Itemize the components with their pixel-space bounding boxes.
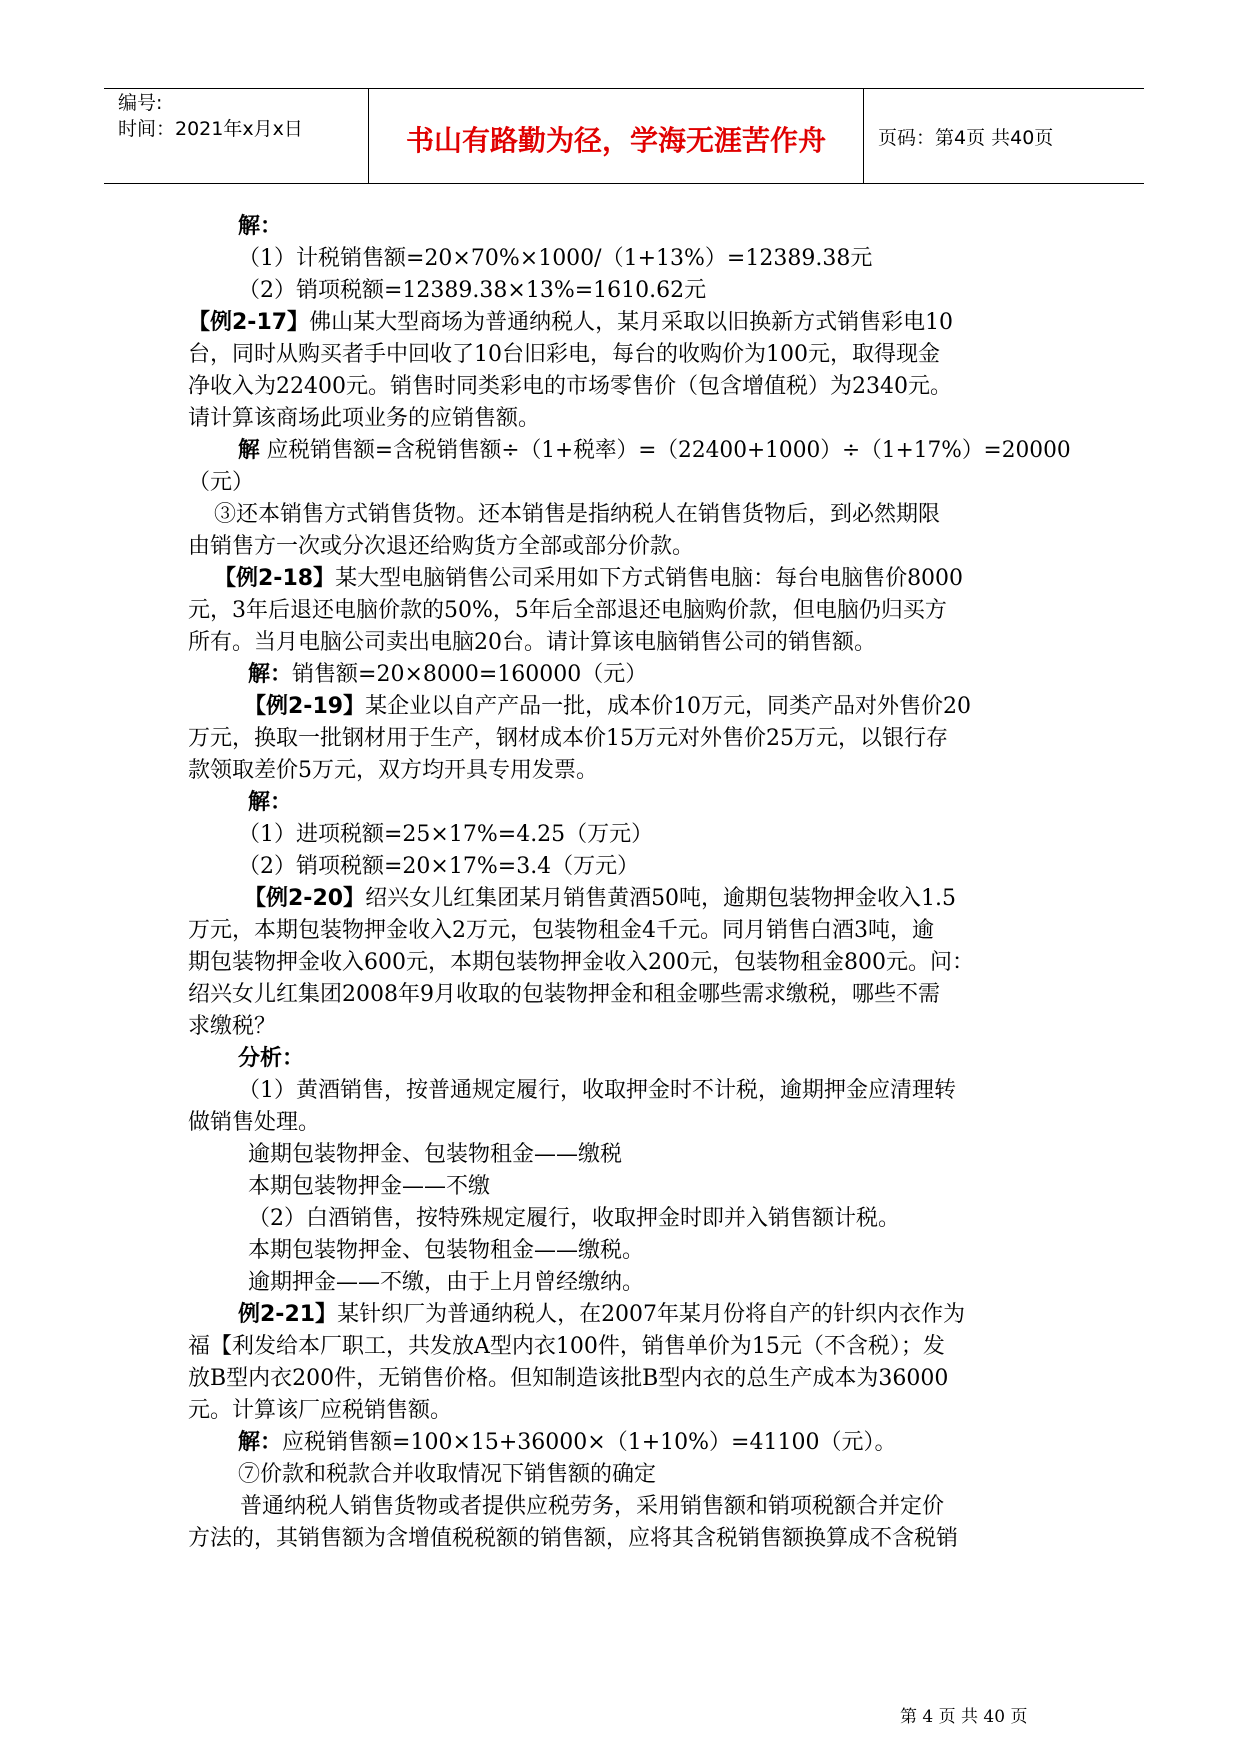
text-line: 台，同时从购买者手中回收了10台旧彩电，每台的收购价为100元，取得现金 xyxy=(188,342,940,367)
text-line: 逾期押金——不缴，由于上月曾经缴纳。 xyxy=(248,1270,645,1295)
text-line: 期包装物押金收入600元，本期包装物押金收入200元，包装物租金800元。问： xyxy=(188,950,974,975)
text-line: 请计算该商场此项业务的应销售额。 xyxy=(188,406,541,431)
text-line: 绍兴女儿红集团2008年9月收取的包装物押金和租金哪些需求缴税，哪些不需 xyxy=(188,982,940,1007)
document-time-label: 时间：2021年x月x日 xyxy=(118,118,303,140)
text-line: 放B型内衣200件，无销售价格。但知制造该批B型内衣的总生产成本为36000 xyxy=(188,1366,949,1391)
text-line: （1）黄酒销售，按普通规定履行，收取押金时不计税，逾期押金应清理转 xyxy=(238,1078,956,1103)
text-line: 解 应税销售额=含税销售额÷（1+税率）=（22400+1000）÷（1+17%）=20000 xyxy=(238,438,1071,463)
text-line: （元） xyxy=(188,470,255,495)
text-line: 所有。当月电脑公司卖出电脑20台。请计算该电脑销售公司的销售额。 xyxy=(188,630,876,655)
text-line: 本期包装物押金、包装物租金——缴税。 xyxy=(248,1238,645,1263)
text-line: ③还本销售方式销售货物。还本销售是指纳税人在销售货物后，到必然期限 xyxy=(214,502,941,527)
header-motto: 书山有路勤为径，学海无涯苦作舟 xyxy=(405,124,826,157)
text-line: 【例2-20】绍兴女儿红集团某月销售黄酒50吨，逾期包装物押金收入1.5 xyxy=(244,886,957,911)
page-footer: 第 4 页 共 40 页 xyxy=(900,1707,1028,1727)
text-line: 【例2-17】佛山某大型商场为普通纳税人，某月采取以旧换新方式销售彩电10 xyxy=(188,310,954,335)
text-line: 万元，换取一批钢材用于生产，钢材成本价15万元对外售价25万元，以银行存 xyxy=(188,726,948,751)
text-line: 解： xyxy=(238,214,283,239)
header-page-code: 页码：第4页 共40页 xyxy=(878,127,1054,149)
text-line: 例2-21】某针织厂为普通纳税人，在2007年某月份将自产的针织内衣作为 xyxy=(238,1302,966,1327)
text-line: （2）白酒销售，按特殊规定履行，收取押金时即并入销售额计税。 xyxy=(248,1206,900,1231)
text-line: 净收入为22400元。销售时同类彩电的市场零售价（包含增值税）为2340元。 xyxy=(188,374,952,399)
text-line: 本期包装物押金——不缴 xyxy=(248,1174,491,1199)
text-line: 福【利发给本厂职工，共发放A型内衣100件，销售单价为15元（不含税）；发 xyxy=(188,1334,945,1359)
text-line: 分析： xyxy=(238,1046,305,1071)
text-line: 方法的，其销售额为含增值税税额的销售额，应将其含税销售额换算成不含税销 xyxy=(188,1526,959,1551)
text-line: ⑦价款和税款合并收取情况下销售额的确定 xyxy=(238,1462,657,1487)
text-line: （2）销项税额=20×17%=3.4（万元） xyxy=(238,854,640,879)
text-line: 款领取差价5万元，双方均开具专用发票。 xyxy=(188,758,598,783)
text-line: （1）进项税额=25×17%=4.25（万元） xyxy=(238,822,654,847)
text-line: 由销售方一次或分次退还给购货方全部或部分价款。 xyxy=(188,534,695,559)
document-number-label: 编号: xyxy=(118,92,163,114)
text-line: 元。计算该厂应税销售额。 xyxy=(188,1398,453,1423)
text-line: （1）计税销售额=20×70%×1000/（1+13%）=12389.38元 xyxy=(238,246,873,271)
text-line: 【例2-18】某大型电脑销售公司采用如下方式销售电脑：每台电脑售价8000 xyxy=(214,566,964,591)
text-line: 求缴税？ xyxy=(188,1014,277,1039)
text-line: 普通纳税人销售货物或者提供应税劳务，采用销售额和销项税额合并定价 xyxy=(240,1494,945,1519)
text-line: 解： xyxy=(248,790,293,815)
text-line: （2）销项税额=12389.38×13%=1610.62元 xyxy=(238,278,707,303)
text-line: 做销售处理。 xyxy=(188,1110,321,1135)
text-line: 解：应税销售额=100×15+36000×（1+10%）=41100（元）。 xyxy=(238,1430,897,1455)
text-line: 逾期包装物押金、包装物租金——缴税 xyxy=(248,1142,623,1167)
text-line: 万元，本期包装物押金收入2万元，包装物租金4千元。同月销售白酒3吨，逾 xyxy=(188,918,934,943)
text-line: 元，3年后退还电脑价款的50%，5年后全部退还电脑购价款，但电脑仍归买方 xyxy=(188,598,947,623)
text-line: 解：销售额=20×8000=160000（元） xyxy=(248,662,648,687)
text-line: 【例2-19】某企业以自产产品一批，成本价10万元，同类产品对外售价20 xyxy=(244,694,972,719)
